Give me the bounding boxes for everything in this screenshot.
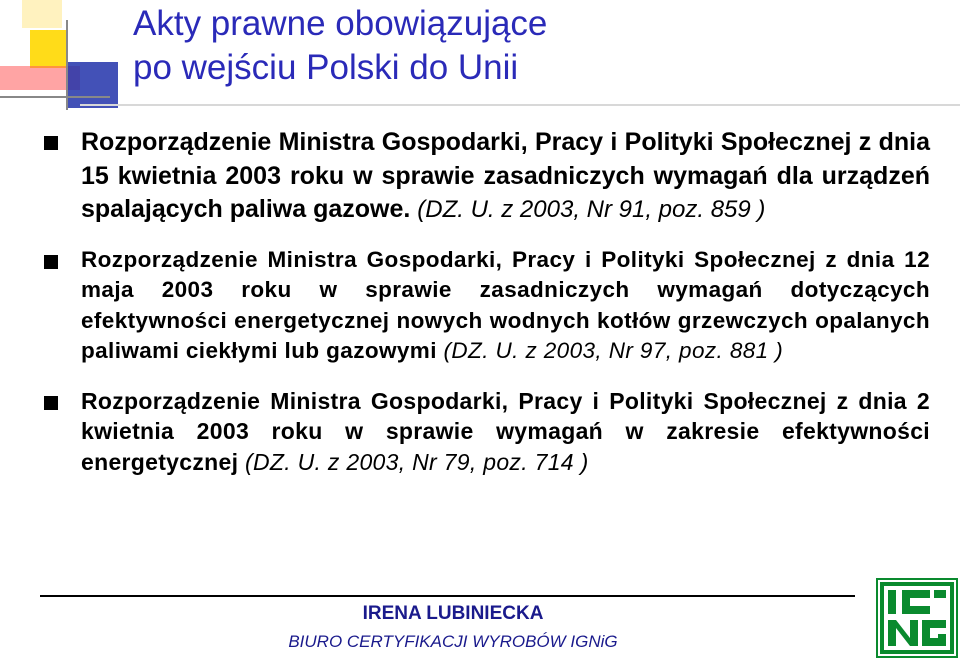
corner-decoration-graphic xyxy=(0,0,140,120)
footer-divider xyxy=(40,595,855,597)
square-bullet-icon xyxy=(44,136,58,150)
title-line-2: po wejściu Polski do Unii xyxy=(133,48,519,87)
regulation-text: Rozporządzenie Ministra Gospodarki, Pracy i Polityki Społecznej z dnia 15 kwietnia 2003 roku w sprawie zasadniczych wymagań dla urządzeń spalających paliwa gazowe. xyxy=(81,128,930,223)
square-bullet-icon xyxy=(44,255,58,269)
journal-reference: (DZ. U. z 2003, Nr 97, poz. 881 ) xyxy=(443,338,784,363)
list-item xyxy=(44,245,930,367)
footer-author: IRENA LUBINIECKA xyxy=(362,603,544,624)
ignig-logo-icon xyxy=(876,578,958,658)
title-line-1: Akty prawne obowiązujące xyxy=(133,4,548,43)
regulation-text: Rozporządzenie Ministra Gospodarki, Pracy i Polityki Społecznej z dnia 2 kwietnia 2003 roku w sprawie wymagań w zakresie efektywności energetycznej xyxy=(81,387,930,475)
regulation-list xyxy=(44,126,930,477)
journal-reference: (DZ. U. z 2003, Nr 79, poz. 714 ) xyxy=(245,448,589,475)
journal-reference: (DZ. U. z 2003, Nr 91, poz. 859 ) xyxy=(417,196,766,223)
square-bullet-icon xyxy=(44,396,58,410)
list-item xyxy=(44,386,930,478)
title-divider xyxy=(80,104,960,106)
list-item xyxy=(44,126,930,227)
regulation-text: Rozporządzenie Ministra Gospodarki, Pracy i Polityki Społecznej z dnia 12 maja 2003 roku w sprawie zasadniczych wymagań dotyczących efektywności energetycznej nowych wodnych kotłów grzewczych opalanych paliwami ciekłymi lub gazowymi xyxy=(81,246,930,363)
footer-organization: BIURO CERTYFIKACJI WYROBÓW IGNiG xyxy=(288,632,618,651)
slide-title xyxy=(133,2,933,90)
